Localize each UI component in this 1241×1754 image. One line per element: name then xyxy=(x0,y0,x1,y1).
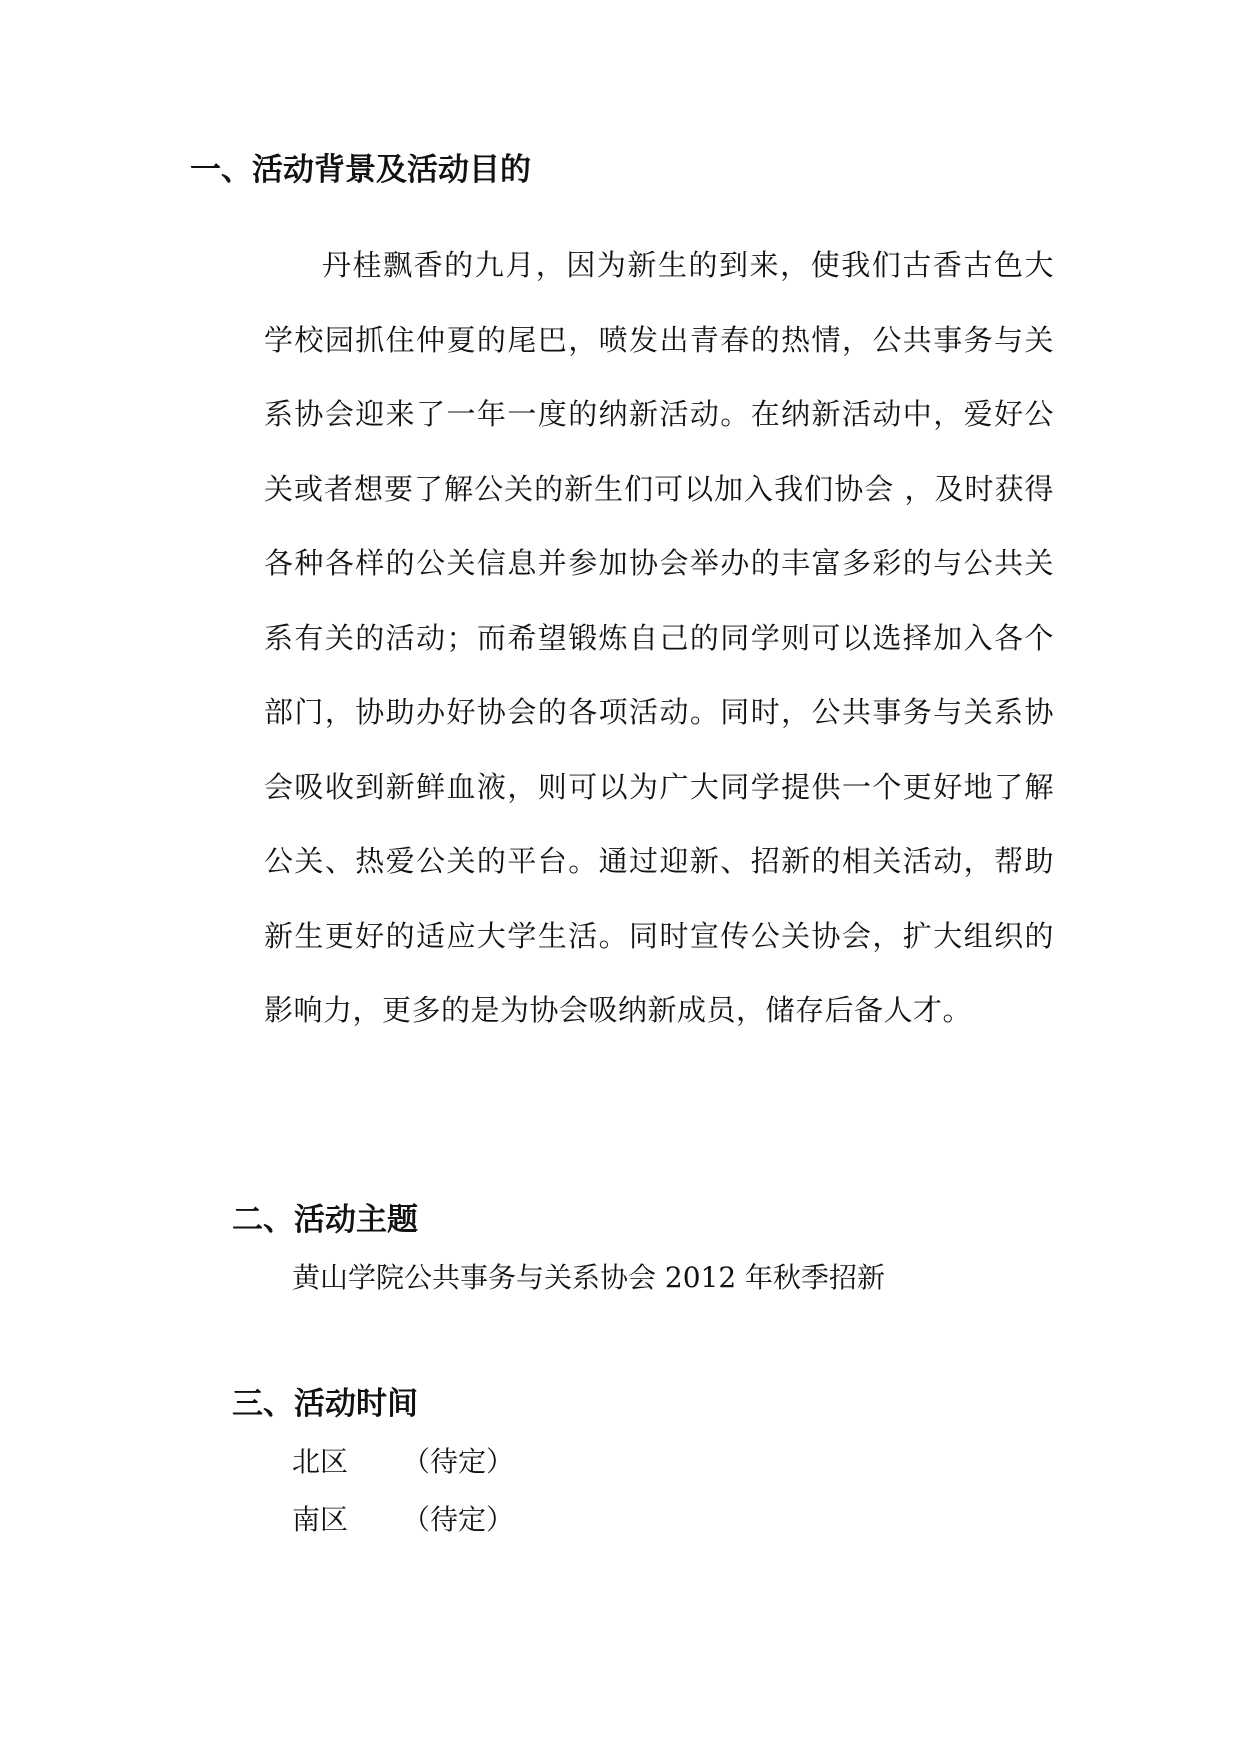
section-heading-background: 一、活动背景及活动目的 xyxy=(190,152,531,188)
time-row-south xyxy=(292,1500,514,1540)
time-row-area: 北区 xyxy=(292,1445,349,1478)
section-heading-theme: 二、活动主题 xyxy=(232,1202,418,1238)
time-row-value: （待定） xyxy=(402,1445,515,1478)
time-row-area: 南区 xyxy=(292,1503,349,1536)
theme-text: 黄山学院公共事务与关系协会 2012 年秋季招新 xyxy=(292,1261,886,1294)
time-row-north xyxy=(292,1442,514,1482)
section-heading-time: 三、活动时间 xyxy=(232,1386,418,1422)
background-paragraph: 丹桂飘香的九月，因为新生的到来，使我们古香古色大学校园抓住仲夏的尾巴，喷发出青春的热情，公共事务与关系协会迎来了一年一度的纳新活动。在纳新活动中，爱好公关或者想要了解公关的新生们可以加入我们协会 ，及时获得各种各样的公关信息并参加协会举办的丰富多彩的与公共关系有关的活动；而希望锻炼自己的同学则可以选择加入各个部门，协助办好协会的各项活动。同时，公共事务与关系协会吸收到新鲜血液，则可以为广大同学提供一个更好地了解公关、热爱公关的平台。通过迎新、招新的相关活动，帮助新生更好的适应大学生活。同时宣传公关协会，扩大组织的影响力，更多的是为协会吸纳新成员，储存后备人才。 xyxy=(264,248,1054,1027)
time-row-value: （待定） xyxy=(402,1503,515,1536)
